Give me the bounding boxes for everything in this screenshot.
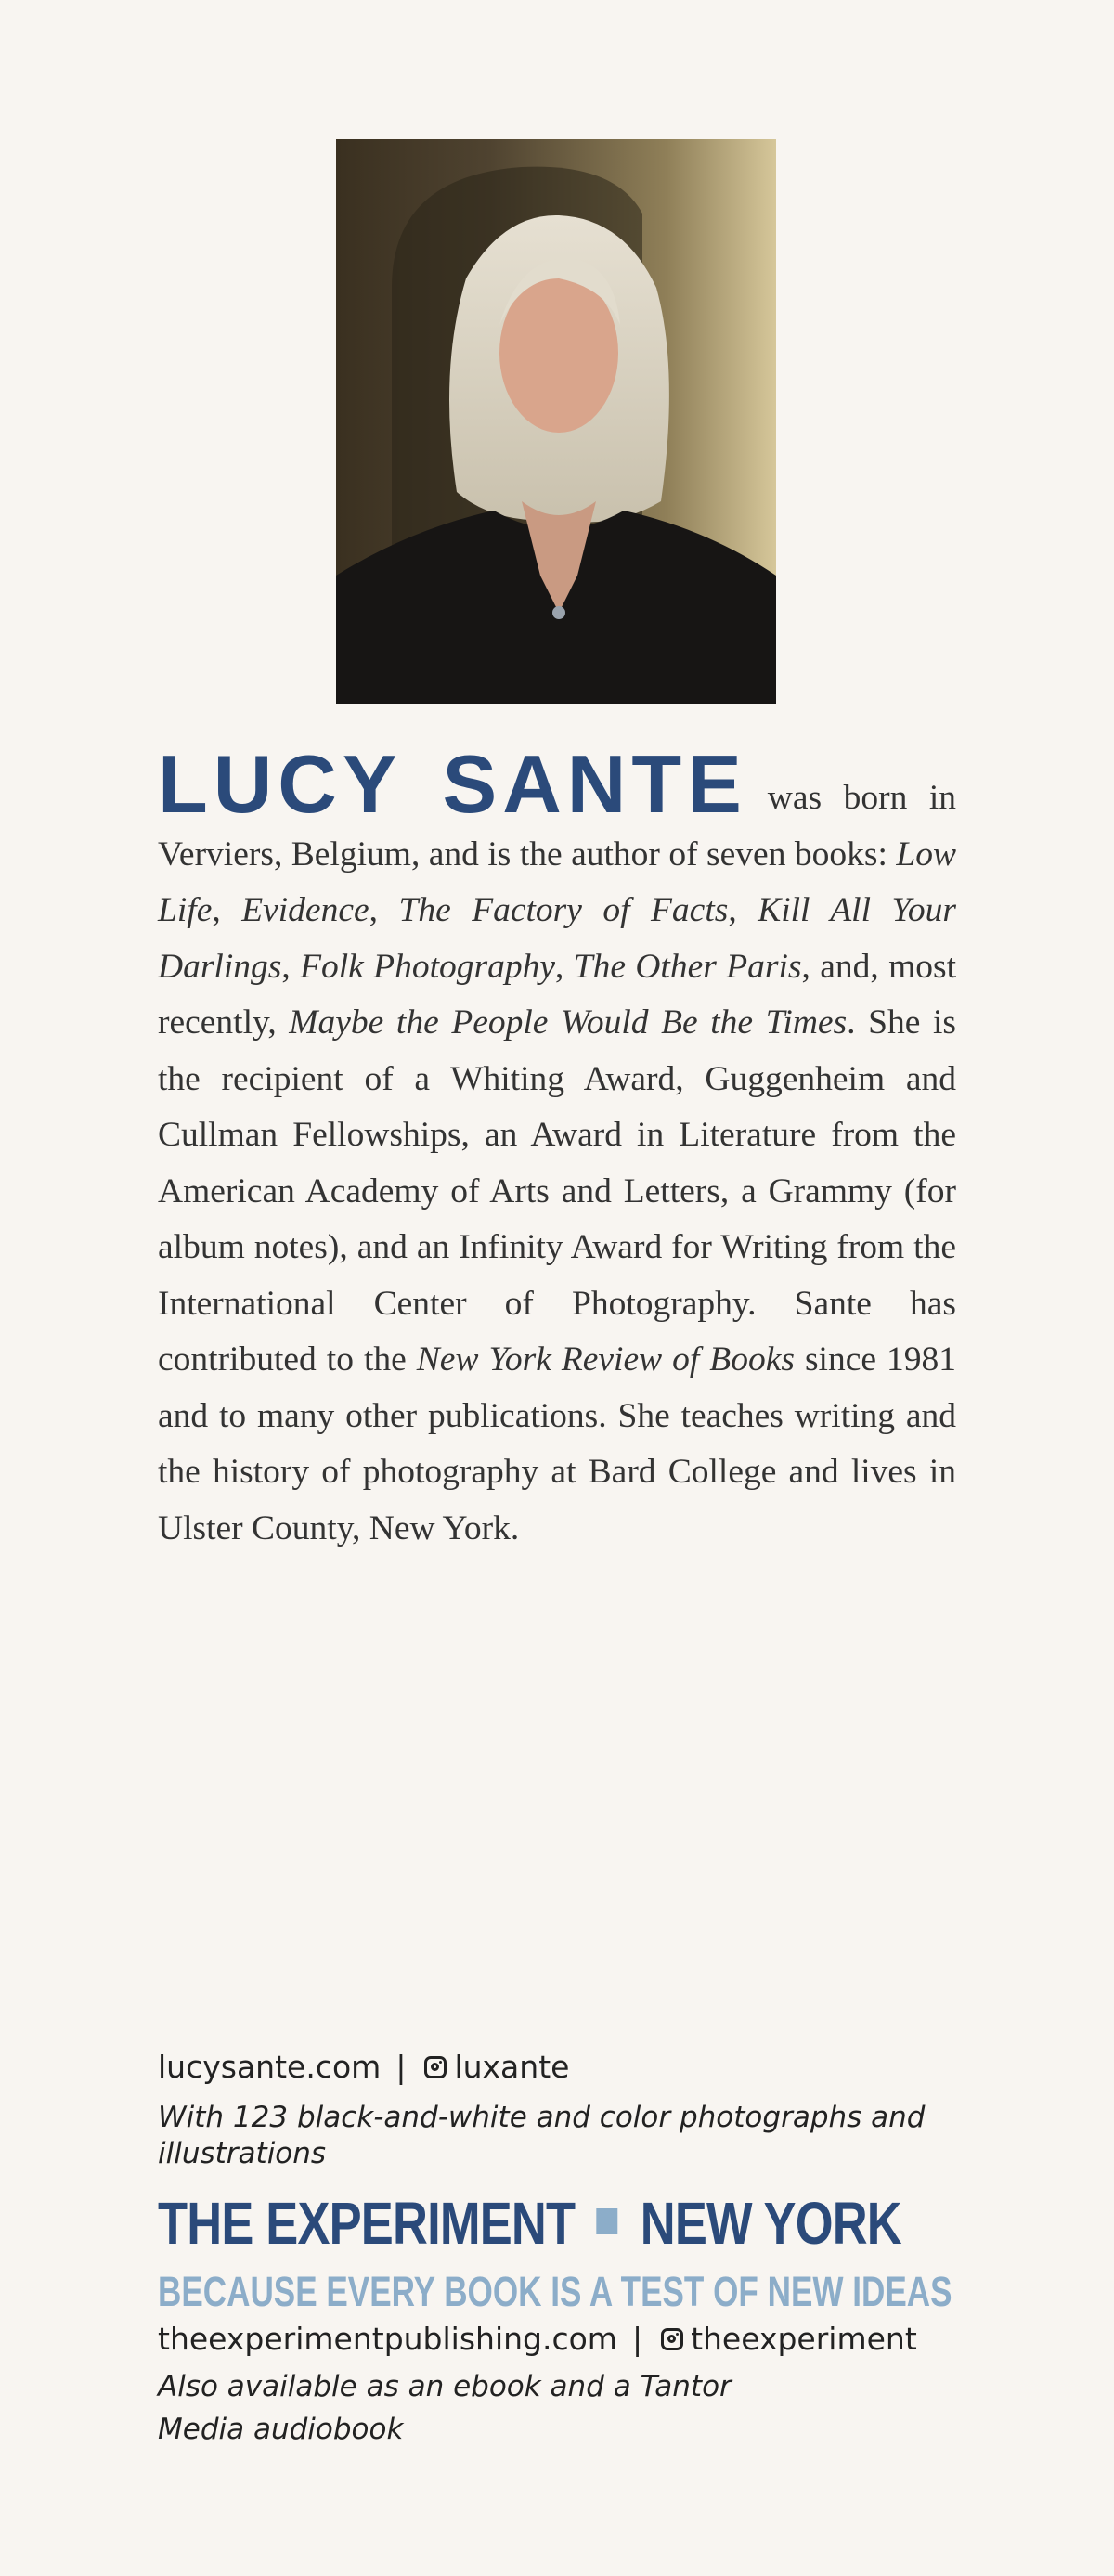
- bio-separator: ,: [281, 947, 301, 986]
- bio-closing: since 1981 and to many other publications. She teaches writing and the history of photography at Bard College and lives in Ulster County, New York.: [158, 1340, 957, 1547]
- publisher-name: [158, 2190, 901, 2257]
- publisher-title: THE EXPERIMENT: [158, 2190, 576, 2257]
- author-website-link[interactable]: lucysante.com: [158, 2049, 382, 2085]
- author-photo: [336, 139, 776, 704]
- availability-note: Also available as an ebook and a Tantor Media audiobook: [158, 2370, 732, 2446]
- publisher-city: NEW YORK: [640, 2190, 901, 2257]
- book-title: The Factory of Facts: [398, 891, 729, 929]
- author-instagram-link[interactable]: luxante: [454, 2049, 570, 2085]
- publisher-tagline: BECAUSE EVERY BOOK IS A TEST OF NEW IDEAS: [158, 2268, 952, 2315]
- instagram-icon: [661, 2328, 683, 2350]
- bio-recent-text: , and, most recently,: [158, 947, 956, 1042]
- author-links: [158, 2049, 993, 2085]
- bio-separator: ,: [555, 947, 574, 986]
- bio-separator: ,: [369, 891, 399, 929]
- author-name: LUCY SANTE: [158, 738, 747, 830]
- bio-awards: . She is the recipient of a Whiting Award, Guggenheim and Cullman Fellowships, an Award in Literature from the American Academy of Arts and Letters, a Grammy (for album notes), and an Infinity Award for Writing from the International Center of Photography. Sante has contributed to the: [158, 1003, 956, 1379]
- link-separator: |: [395, 2049, 407, 2085]
- book-title: Low Life: [158, 835, 956, 929]
- link-separator: |: [631, 2321, 643, 2357]
- book-title: Evidence: [241, 891, 369, 929]
- square-divider-icon: [596, 2208, 617, 2234]
- author-bio: [158, 738, 957, 1557]
- book-title: Maybe the People Would Be the Times: [289, 1003, 848, 1042]
- book-title: Kill All Your Darlings: [158, 891, 957, 986]
- bio-intro: was born in Verviers, Belgium, and is the author of seven books:: [158, 779, 956, 874]
- publication-title: New York Review of Books: [416, 1340, 795, 1379]
- publisher-website-link[interactable]: theexperimentpublishing.com: [158, 2321, 617, 2357]
- instagram-icon: [424, 2056, 447, 2078]
- photos-note: With 123 black-and-white and color photographs and illustrations: [158, 2101, 926, 2170]
- book-title: Folk Photography: [300, 947, 555, 986]
- bio-separator: ,: [212, 891, 242, 929]
- publisher-instagram-link[interactable]: theexperiment: [691, 2321, 917, 2357]
- publisher-links: [158, 2321, 993, 2357]
- bio-separator: ,: [728, 891, 758, 929]
- book-title: The Other Paris: [573, 947, 802, 986]
